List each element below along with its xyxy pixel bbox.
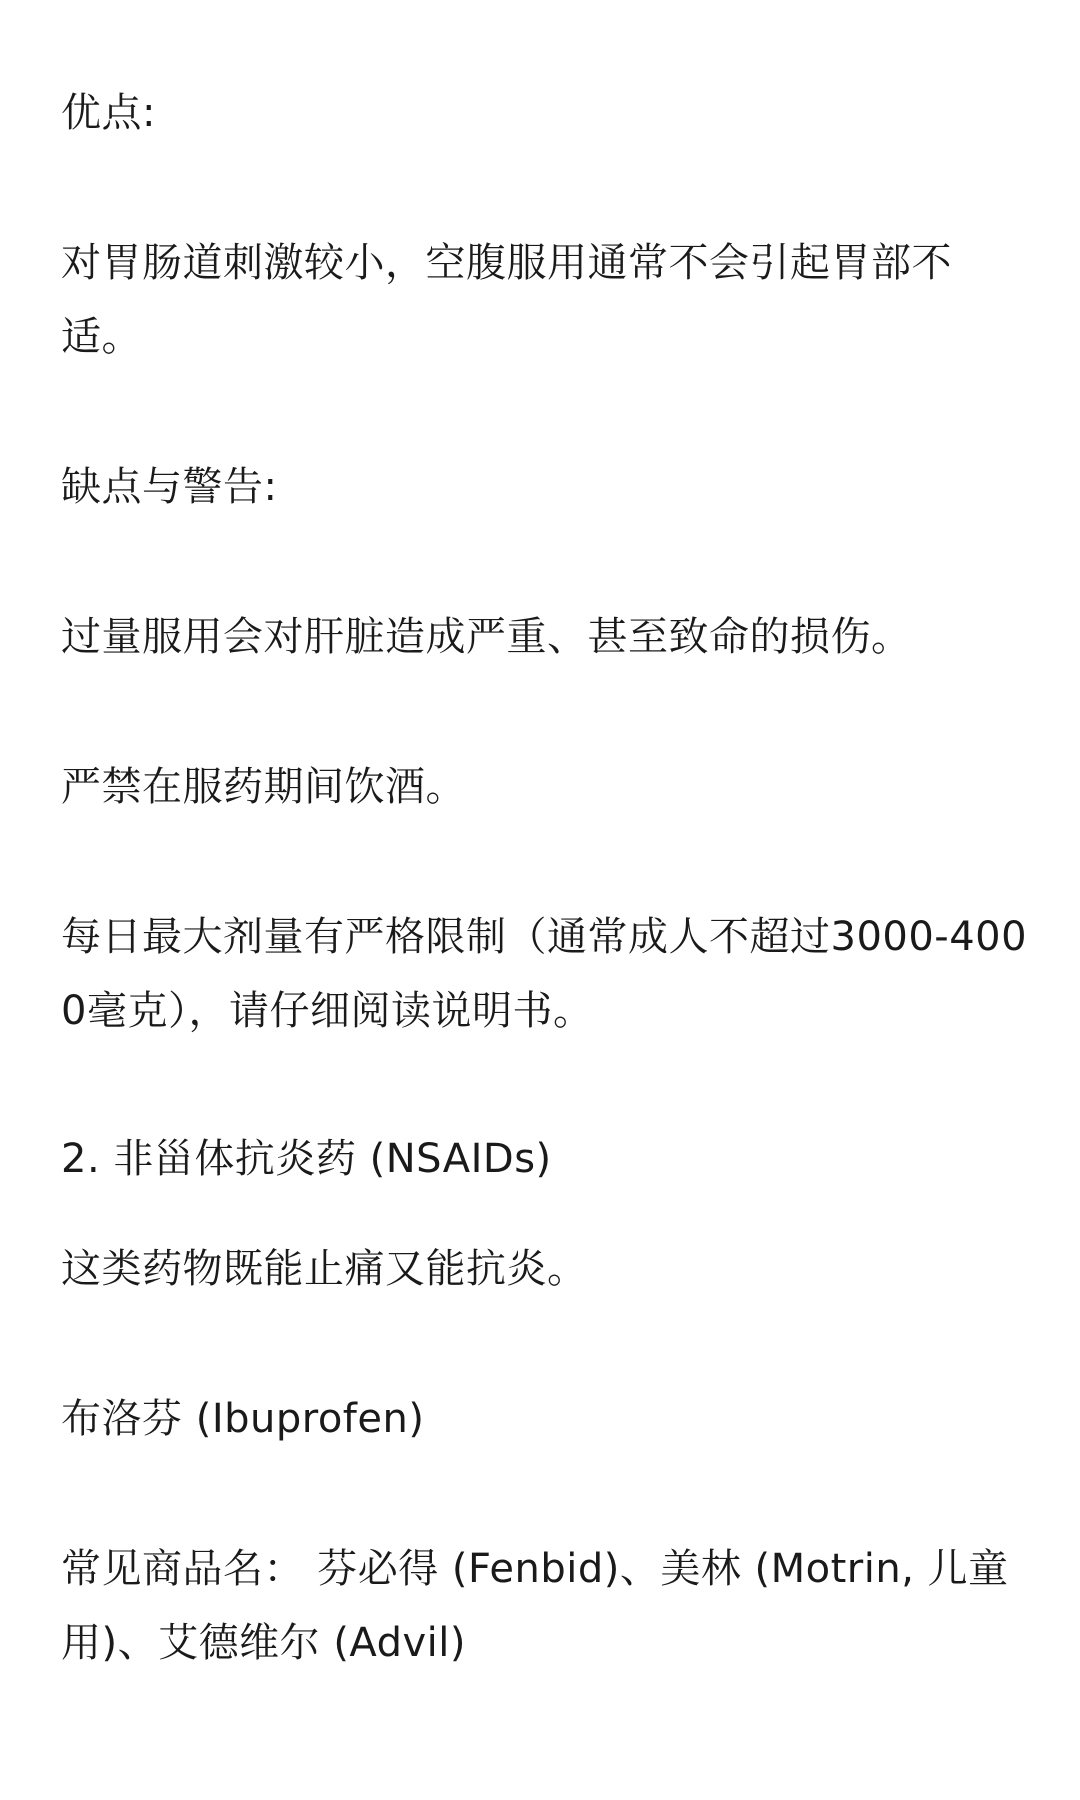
cons-warnings-heading: 缺点与警告:: [61, 464, 278, 510]
warning-no-alcohol: 严禁在服药期间饮酒。: [61, 764, 466, 810]
section-heading-nsaids: 2. 非甾体抗炎药 (NSAIDs): [61, 1136, 552, 1182]
warning-max-dose: 每日最大剂量有严格限制（通常成人不超过3000-4000毫克），请仔细阅读说明书。: [61, 914, 1028, 1034]
pros-heading: 优点:: [61, 90, 156, 136]
pros-item-stomach: 对胃肠道刺激较小，空腹服用通常不会引起胃部不适。: [61, 240, 952, 360]
ibuprofen-brand-names: 常见商品名： 芬必得 (Fenbid)、美林 (Motrin, 儿童用)、艾德维尔 (Advil): [61, 1546, 1009, 1666]
warning-overdose-liver: 过量服用会对肝脏造成严重、甚至致命的损伤。: [61, 614, 912, 660]
drug-name-ibuprofen: 布洛芬 (Ibuprofen): [61, 1396, 425, 1442]
nsaids-description: 这类药物既能止痛又能抗炎。: [61, 1246, 588, 1292]
